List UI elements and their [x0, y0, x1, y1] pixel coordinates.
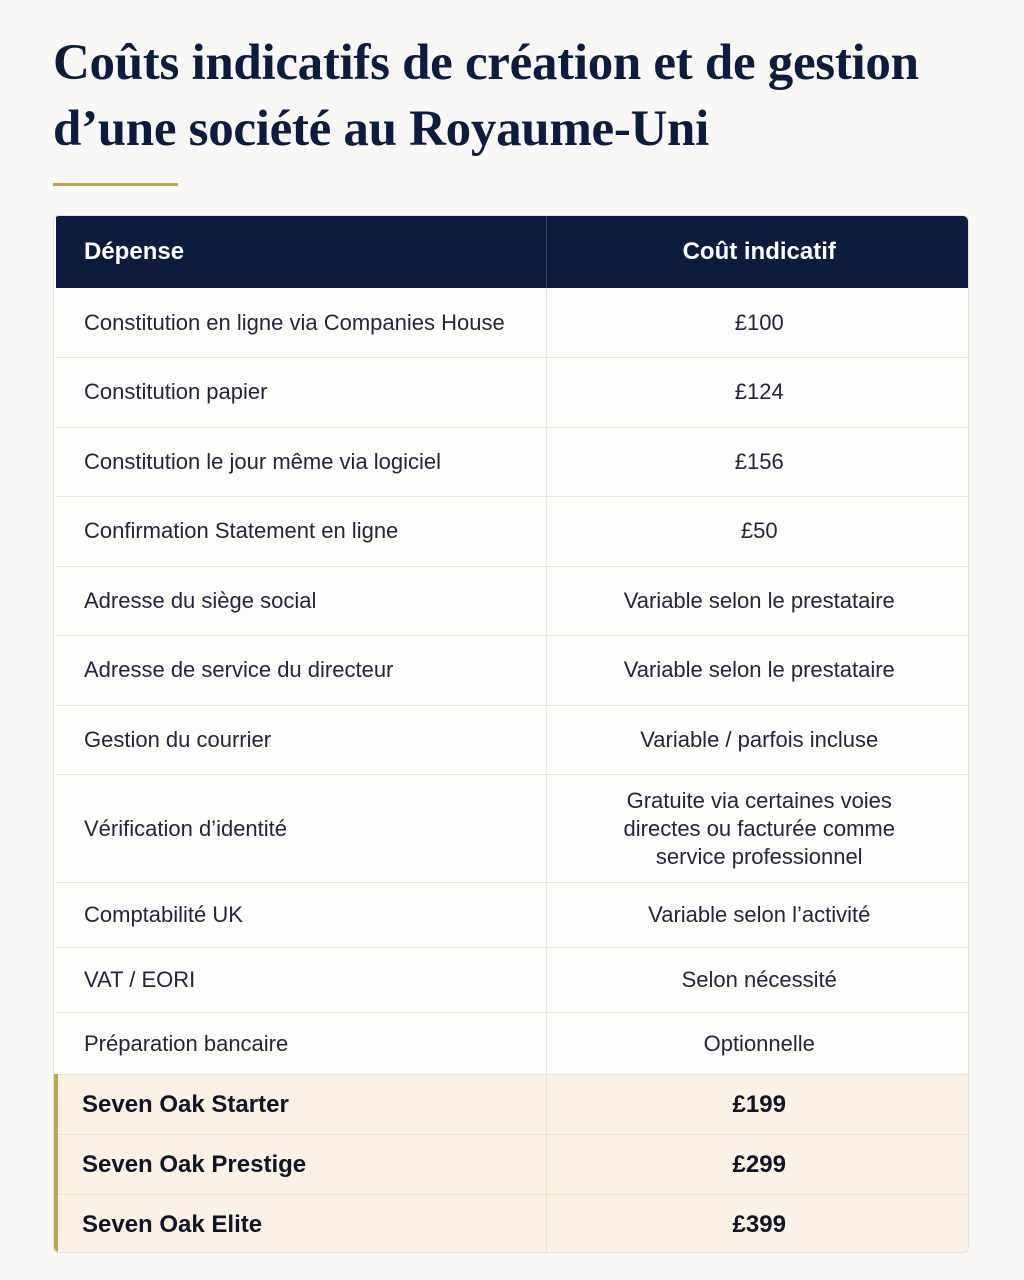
expense-cell: Vérification d’identité — [56, 775, 546, 883]
expense-cell: Adresse du siège social — [56, 566, 546, 636]
table-row — [56, 497, 969, 567]
package-name: Seven Oak Prestige — [56, 1135, 546, 1195]
cost-cell: Gratuite via certaines voies directes ou facturée comme service professionnel — [546, 775, 969, 883]
expense-cell: Préparation bancaire — [56, 1013, 546, 1075]
package-name: Seven Oak Starter — [56, 1075, 546, 1135]
package-row-prestige — [56, 1135, 969, 1195]
expense-cell: Constitution le jour même via logiciel — [56, 427, 546, 497]
expense-cell: Comptabilité UK — [56, 883, 546, 948]
table-row — [56, 948, 969, 1013]
table-row — [56, 705, 969, 775]
table-row — [56, 566, 969, 636]
table-row — [56, 636, 969, 706]
cost-cell: £156 — [546, 427, 969, 497]
cost-cell: £50 — [546, 497, 969, 567]
expense-cell: Constitution papier — [56, 358, 546, 428]
cost-cell: Optionnelle — [546, 1013, 969, 1075]
expense-cell: VAT / EORI — [56, 948, 546, 1013]
cost-cell: Variable selon le prestataire — [546, 636, 969, 706]
cost-table — [53, 215, 969, 1253]
cost-cell: £100 — [546, 288, 969, 358]
package-price: £399 — [732, 1210, 786, 1238]
cost-cell: Variable selon l’activité — [546, 883, 969, 948]
package-row-starter — [56, 1075, 969, 1135]
table-row — [56, 427, 969, 497]
package-name: Seven Oak Elite — [56, 1195, 546, 1254]
table-row — [56, 1013, 969, 1075]
cost-cell: Variable selon le prestataire — [546, 566, 969, 636]
column-header-expense: Dépense — [56, 216, 546, 288]
table-header-row — [56, 216, 969, 288]
package-price: £199 — [546, 1075, 969, 1135]
title-accent-divider — [53, 183, 178, 186]
cost-cell: Variable / parfois incluse — [546, 705, 969, 775]
package-row-elite — [56, 1195, 969, 1254]
expense-cell: Constitution en ligne via Companies House — [56, 288, 546, 358]
expense-cell: Adresse de service du directeur — [56, 636, 546, 706]
expense-cell: Confirmation Statement en ligne — [56, 497, 546, 567]
table-row — [56, 288, 969, 358]
cost-cell: Selon nécessité — [546, 948, 969, 1013]
page-title: Coûts indicatifs de création et de gestion d’une société au Royaume-Uni — [53, 35, 919, 157]
column-header-cost: Coût indicatif — [682, 238, 836, 265]
expense-cell: Gestion du courrier — [56, 705, 546, 775]
table-row — [56, 775, 969, 883]
table-row — [56, 358, 969, 428]
table-row — [56, 883, 969, 948]
cost-cell: £124 — [546, 358, 969, 428]
package-price: £299 — [546, 1135, 969, 1195]
